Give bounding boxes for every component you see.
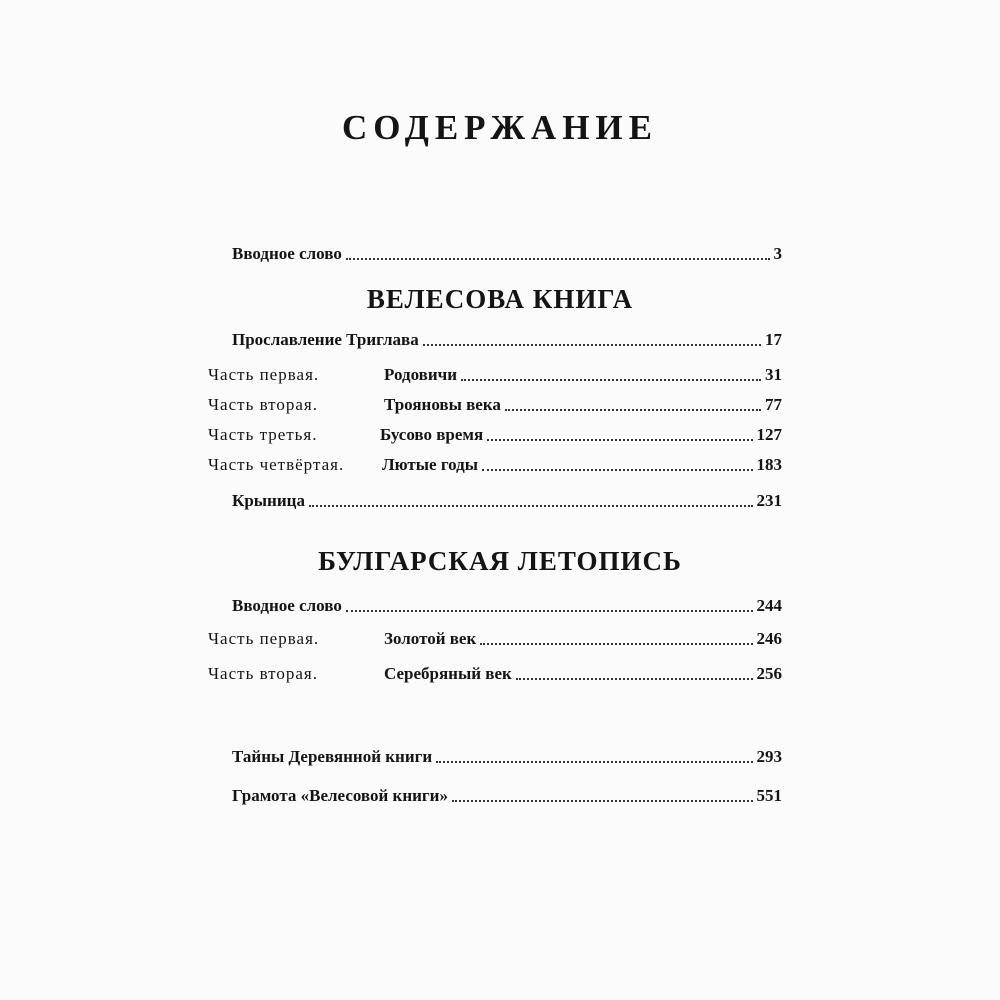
- toc-page-number: 244: [756, 596, 782, 615]
- toc-entry-label: Серебряный век: [384, 664, 512, 683]
- toc-entry: [232, 747, 782, 767]
- toc-page-number: 31: [765, 365, 782, 384]
- leader-dots: [487, 438, 752, 441]
- toc-entry: [208, 425, 782, 445]
- toc-entry-label: Вводное слово: [232, 244, 342, 263]
- toc-page-number: 3: [773, 244, 782, 263]
- leader-dots: [346, 257, 770, 260]
- toc-entry: [232, 491, 782, 511]
- toc-page-number: 246: [756, 629, 782, 648]
- toc-part-label: Часть четвёртая.: [208, 455, 345, 474]
- toc-entry-label: Лютые годы: [382, 455, 479, 474]
- toc-entry-label: Тайны Деревянной книги: [232, 747, 433, 766]
- contents-title: СОДЕРЖАНИЕ: [341, 108, 658, 147]
- leader-dots: [309, 504, 753, 507]
- toc-entry-label: Прославление Триглава: [232, 330, 419, 349]
- toc-part-label: Часть первая.: [208, 629, 320, 648]
- toc-entry: [208, 629, 782, 649]
- toc-entry: [232, 596, 782, 616]
- toc-page-number: 77: [765, 395, 782, 414]
- toc-part-label: Часть третья.: [208, 425, 318, 444]
- leader-dots: [436, 760, 752, 763]
- leader-dots: [452, 799, 753, 802]
- toc-entry: [208, 455, 782, 475]
- toc-entry-label: Грамота «Велесовой книги»: [232, 786, 448, 805]
- toc-entry: [208, 664, 782, 684]
- toc-entry: [232, 330, 782, 350]
- leader-dots: [480, 642, 752, 645]
- leader-dots: [423, 343, 761, 346]
- toc-page-number: 256: [756, 664, 782, 683]
- toc-entry: [208, 365, 782, 385]
- section-title-veles: ВЕЛЕСОВА КНИГА: [366, 284, 634, 314]
- leader-dots: [482, 468, 752, 471]
- toc-page-number: 183: [756, 455, 782, 474]
- toc-entry-label: Крыница: [232, 491, 305, 510]
- toc-entry-intro: [232, 244, 782, 264]
- toc-page-number: 293: [756, 747, 782, 766]
- toc-page-number: 17: [765, 330, 782, 349]
- leader-dots: [461, 378, 761, 381]
- toc-page-number: 127: [756, 425, 782, 444]
- toc-part-label: Часть вторая.: [208, 395, 318, 414]
- leader-dots: [346, 609, 753, 612]
- toc-entry: [232, 786, 782, 806]
- toc-part-label: Часть первая.: [208, 365, 320, 384]
- toc-entry-label: Родовичи: [384, 365, 458, 384]
- toc-entry: [208, 395, 782, 415]
- toc-entry-label: Золотой век: [384, 629, 477, 648]
- leader-dots: [505, 408, 761, 411]
- toc-page-number: 231: [756, 491, 782, 510]
- toc-page-number: 551: [756, 786, 782, 805]
- toc-part-label: Часть вторая.: [208, 664, 318, 683]
- toc-entry-label: Вводное слово: [232, 596, 342, 615]
- toc-entry-label: Трояновы века: [384, 395, 501, 414]
- section-title-bulgar: БУЛГАРСКАЯ ЛЕТОПИСЬ: [318, 546, 682, 576]
- leader-dots: [516, 677, 753, 680]
- toc-entry-label: Бусово время: [380, 425, 484, 444]
